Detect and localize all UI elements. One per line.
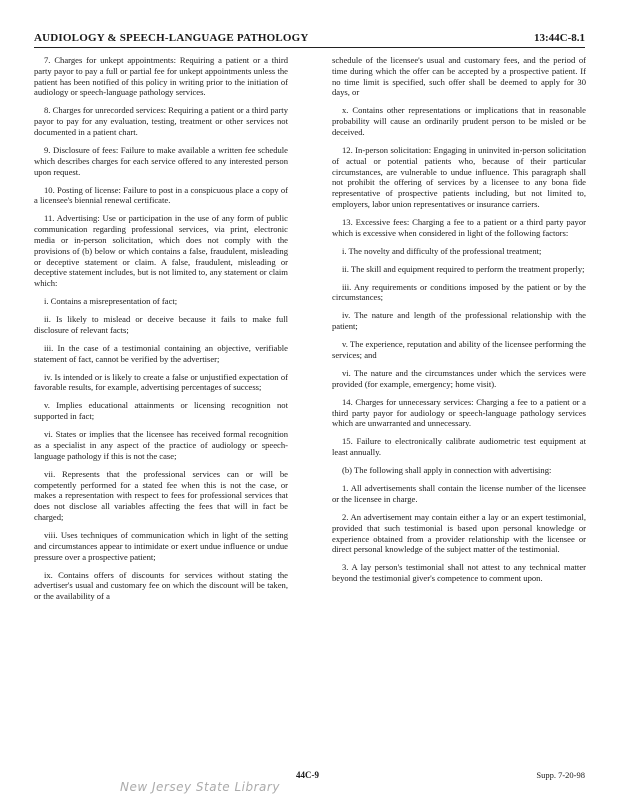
running-header [34, 30, 585, 46]
sub-paragraph: iv. Is intended or is likely to create a false or unjustified expectation of favorable results, for example, advertising percentages of success; [34, 371, 288, 393]
paragraph: 7. Charges for unkept appointments: Requiring a patient or a third party payor to pay a full or partial fee for unkept appointments unless the patient has been notified of this policy in writing prior to the initiation of audiology or speech-language pathology services. [34, 55, 288, 98]
sub-paragraph: vii. Represents that the professional services can or will be competently performed for a stated fee when this is not the case, or makes a representation with respect to fees for professional services that does not disclose all variables affecting the fees that will in fact be charged; [34, 468, 288, 522]
sub-paragraph: i. The novelty and difficulty of the professional treatment; [342, 245, 542, 256]
sub-paragraph: viii. Uses techniques of communication which in light of the setting and circumstances appear to intimidate or exert undue influence or undue pressure over a prospective patient; [34, 529, 288, 562]
sub-paragraph: ii. The skill and equipment required to perform the treatment properly; [342, 263, 585, 274]
paragraph: 3. A lay person's testimonial shall not attest to any technical matter beyond the testimonial giver's competence to comment upon. [332, 562, 586, 584]
sub-paragraph: ix. Contains offers of discounts for services without stating the advertiser's usual and customary fee on which the discount will be taken, or the availability of a [34, 569, 288, 602]
paragraph: 10. Posting of license: Failure to post in a conspicuous place a copy of a licensee's biennial renewal certificate. [34, 184, 288, 206]
sub-paragraph: iii. Any requirements or conditions imposed by the patient or by the circumstances; [332, 281, 586, 303]
sub-paragraph: v. The experience, reputation and ability of the licensee performing the services; and [332, 339, 586, 361]
page-number: 44C-9 [296, 770, 319, 780]
sub-paragraph: v. Implies educational attainments or licensing recognition not supported in fact; [34, 400, 288, 422]
right-column [332, 55, 586, 591]
sub-paragraph: x. Contains other representations or implications that in reasonable probability will cause an ordinarily prudent person to be misled or be deceived. [332, 105, 586, 137]
sub-paragraph: ii. Is likely to mislead or deceive because it fails to make full disclosure of relevant facts; [34, 314, 288, 335]
sub-paragraph: i. Contains a misrepresentation of fact; [44, 296, 178, 307]
paragraph: 8. Charges for unrecorded services: Requiring a patient or a third party payor to pay for any evaluation, testing, treatment or other services not documented in a patient chart. [34, 105, 288, 137]
paragraph: 13. Excessive fees: Charging a fee to a patient or a third party payor which is excessive when considered in light of the following factors: [332, 216, 586, 238]
paragraph: 11. Advertising: Use or participation in the use of any form of public communication regarding professional services, via print, electronic media or in-person solicitation, which does not comply with the provisions of (b) below or which contains a false, fraudulent, misleading or deceptive statement or claim. A false, fraudulent, misleading or deceptive statement includes, but is not limited to, any statement or claim which: [34, 213, 288, 289]
header-rule [34, 47, 585, 48]
section-number: 13:44C-8.1 [533, 32, 585, 44]
chapter-title: AUDIOLOGY & SPEECH-LANGUAGE PATHOLOGY [34, 32, 309, 44]
paragraph: 9. Disclosure of fees: Failure to make available a written fee schedule which describes charges for each service offered to any interested person upon request. [34, 144, 288, 177]
paragraph: 1. All advertisements shall contain the license number of the licensee or the licensee in charge. [332, 483, 586, 504]
paragraph: schedule of the licensee's usual and customary fees, and the period of time during which the offer can be accepted by a prospective patient. If no time limit is specified, such offer shall be deemed to apply for 30 days, or [332, 55, 586, 98]
paragraph: (b) The following shall apply in connection with advertising: [342, 465, 552, 476]
left-column [34, 55, 288, 609]
paragraph: 15. Failure to electronically calibrate audiometric test equipment at least annually. [332, 436, 586, 458]
sub-paragraph: iii. In the case of a testimonial containing an objective, verifiable statement of fact, cannot be verified by the advertiser; [34, 342, 288, 364]
sub-paragraph: vi. The nature and the circumstances under which the services were provided (for example, emergency; home visit). [332, 368, 586, 389]
sub-paragraph: vi. States or implies that the licensee has received formal recognition as a specialist in any aspect of the practice of audiology or speech-language pathology if this is not the case; [34, 429, 288, 461]
paragraph: 12. In-person solicitation: Engaging in uninvited in-person solicitation of actual or potential patients who, because of their particular circumstances, are vulnerable to undue influence. This paragraph shall not prohibit the offering of services by a licensee to any bona fide representative of prospective patients including, but not limited to, employers, labor union representatives or insurance carriers. [332, 144, 586, 209]
paragraph: 14. Charges for unnecessary services: Charging a fee to a patient or a third party payor for audiology or speech-language pathology services which are unwarranted and unnecessary. [332, 396, 586, 429]
sub-paragraph: iv. The nature and length of the professional relationship with the patient; [332, 310, 586, 332]
supplement-date: Supp. 7-20-98 [536, 770, 585, 780]
library-stamp: New Jersey State Library [120, 780, 280, 794]
paragraph: 2. An advertisement may contain either a lay or an expert testimonial, provided that such testimonial is based upon personal knowledge or experience obtained from a provider relationship with the licensee or direct personal knowledge of the subject matter of the testimonial. [332, 511, 586, 555]
